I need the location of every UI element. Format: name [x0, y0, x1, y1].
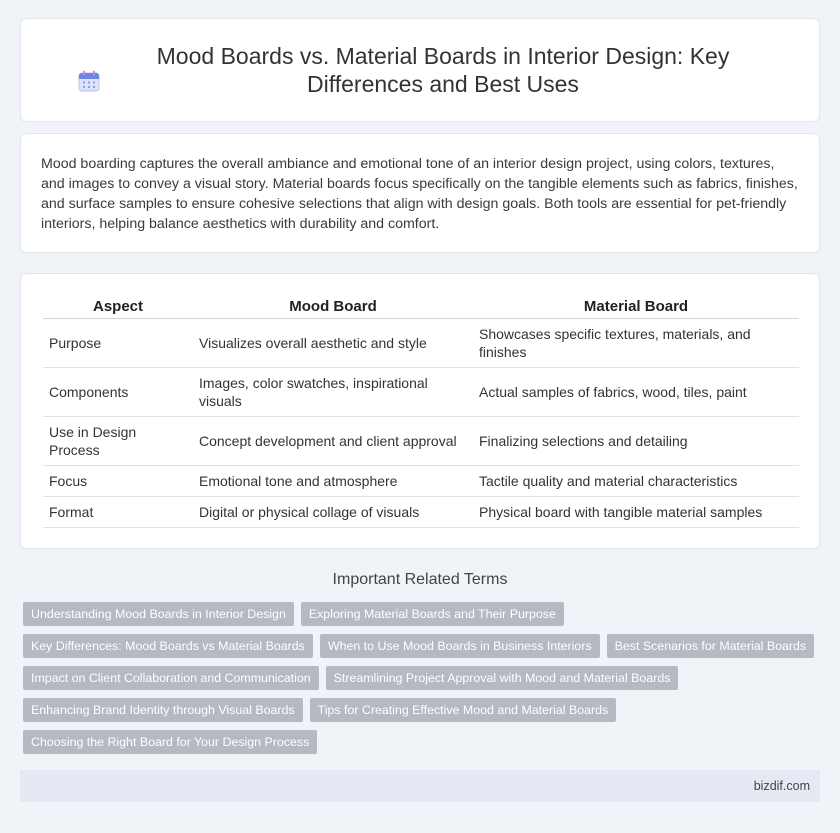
- related-term-tag[interactable]: Exploring Material Boards and Their Purpose: [301, 602, 564, 626]
- related-term-tag[interactable]: Key Differences: Mood Boards vs Material Boards: [23, 634, 313, 658]
- tag-row: [23, 698, 823, 722]
- title-card: [20, 18, 820, 122]
- table-cell: Physical board with tangible material samples: [473, 497, 799, 528]
- related-term-tag[interactable]: Impact on Client Collaboration and Communication: [23, 666, 319, 690]
- table-header-row: [43, 294, 799, 319]
- table-row: [43, 368, 799, 417]
- related-terms-title: Important Related Terms: [332, 571, 508, 588]
- intro-paragraph: Mood boarding captures the overall ambiance and emotional tone of an interior design project, using colors, textures, and images to convey a visual story. Material boards focus specifically on the tangible elements such as fabrics, finishes, and surface samples to ensure cohesive selections that align with design goals. Both tools are essential for pet-friendly interiors, helping balance aesthetics with durability and comfort.: [41, 156, 798, 232]
- tag-row: [23, 666, 823, 690]
- related-term-tag[interactable]: When to Use Mood Boards in Business Interiors: [320, 634, 600, 658]
- related-terms-list: [23, 602, 823, 762]
- table-cell: Images, color swatches, inspirational visuals: [193, 368, 473, 417]
- table-row: [43, 466, 799, 497]
- header-material-board: Material Board: [473, 294, 799, 319]
- page-title: Mood Boards vs. Material Boards in Interior Design: Key Differences and Best Uses: [156, 43, 730, 97]
- table-row: [43, 417, 799, 466]
- footer: [20, 770, 820, 802]
- table-cell: Visualizes overall aesthetic and style: [193, 319, 473, 368]
- header-aspect: Aspect: [43, 294, 193, 319]
- related-term-tag[interactable]: Understanding Mood Boards in Interior Design: [23, 602, 294, 626]
- tag-row: [23, 602, 823, 626]
- tag-row: [23, 730, 823, 754]
- calendar-icon: [77, 69, 101, 93]
- footer-site-link[interactable]: bizdif.com: [753, 779, 810, 793]
- tag-row: [23, 634, 823, 658]
- related-term-tag[interactable]: Choosing the Right Board for Your Design Process: [23, 730, 317, 754]
- related-term-tag[interactable]: Enhancing Brand Identity through Visual Boards: [23, 698, 303, 722]
- related-term-tag[interactable]: Streamlining Project Approval with Mood and Material Boards: [326, 666, 679, 690]
- related-term-tag[interactable]: Best Scenarios for Material Boards: [607, 634, 814, 658]
- table-cell: Concept development and client approval: [193, 417, 473, 466]
- table-row: [43, 319, 799, 368]
- comparison-table-card: [20, 273, 820, 549]
- table-cell: Finalizing selections and detailing: [473, 417, 799, 466]
- table-cell: Use in Design Process: [43, 417, 193, 466]
- related-term-tag[interactable]: Tips for Creating Effective Mood and Material Boards: [310, 698, 617, 722]
- table-cell: Showcases specific textures, materials, and finishes: [473, 319, 799, 368]
- table-cell: Purpose: [43, 319, 193, 368]
- table-cell: Tactile quality and material characteristics: [473, 466, 799, 497]
- table-cell: Focus: [43, 466, 193, 497]
- table-cell: Actual samples of fabrics, wood, tiles, paint: [473, 368, 799, 417]
- table-row: [43, 497, 799, 528]
- header-mood-board: Mood Board: [193, 294, 473, 319]
- title-wrap: [37, 42, 803, 98]
- comparison-table: [43, 294, 799, 528]
- table-cell: Format: [43, 497, 193, 528]
- table-cell: Digital or physical collage of visuals: [193, 497, 473, 528]
- intro-card: [20, 133, 820, 253]
- table-cell: Emotional tone and atmosphere: [193, 466, 473, 497]
- table-cell: Components: [43, 368, 193, 417]
